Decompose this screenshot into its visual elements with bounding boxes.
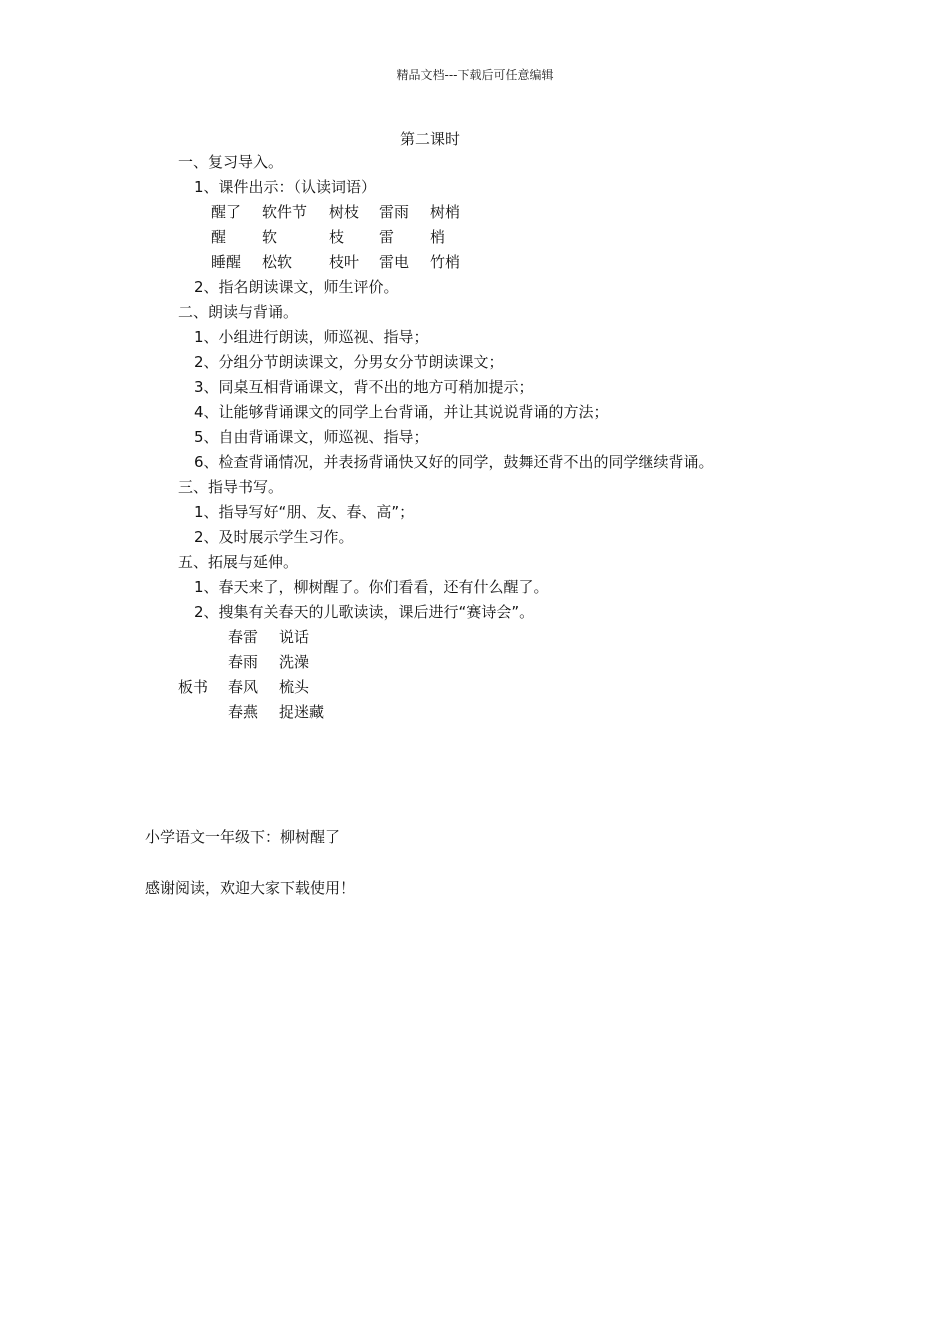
list-item: 2、及时展示学生习作。 [194,528,354,546]
board-word: 春雨 [228,653,259,671]
word-cell: 睡醒 [211,253,242,271]
list-item: 2、搜集有关春天的儿歌读读，课后进行“赛诗会”。 [194,603,535,621]
list-item: 2、分组分节朗读课文，分男女分节朗读课文； [194,353,504,371]
board-word: 春雷 [228,628,259,646]
section-heading-review: 一、复习导入。 [178,153,284,171]
board-word: 春燕 [228,703,259,721]
board-word: 说话 [279,628,310,646]
list-item: 3、同桌互相背诵课文，背不出的地方可稍加提示； [194,378,534,396]
list-item: 2、指名朗读课文，师生评价。 [194,278,399,296]
list-item: 1、春天来了，柳树醒了。你们看看，还有什么醒了。 [194,578,549,596]
word-cell: 枝 [329,228,345,246]
word-cell: 软 [262,228,278,246]
word-cell: 醒 [211,228,227,246]
word-cell: 雷电 [379,253,410,271]
list-item: 1、课件出示：（认读词语） [194,178,377,196]
list-item: 1、小组进行朗读，师巡视、指导； [194,328,429,346]
section-heading-writing: 三、指导书写。 [178,478,284,496]
list-item: 1、指导写好“朋、友、春、高”； [194,503,415,521]
list-item: 6、检查背诵情况，并表扬背诵快又好的同学，鼓舞还背不出的同学继续背诵。 [194,453,714,471]
word-cell: 雷雨 [379,203,410,221]
word-cell: 醒了 [211,203,242,221]
document-subject: 小学语文一年级下：柳树醒了 [145,828,341,846]
word-cell: 雷 [379,228,395,246]
board-word: 梳头 [279,678,310,696]
board-word: 春风 [228,678,259,696]
board-label: 板书 [178,678,209,696]
word-cell: 枝叶 [329,253,360,271]
section-heading-extension: 五、拓展与延伸。 [178,553,299,571]
word-cell: 树梢 [430,203,461,221]
section-heading-recite: 二、朗读与背诵。 [178,303,299,321]
page-header: 精品文档---下载后可任意编辑 [396,68,554,82]
board-word: 捉迷藏 [279,703,325,721]
list-item: 4、让能够背诵课文的同学上台背诵，并让其说说背诵的方法； [194,403,609,421]
lesson-title: 第二课时 [399,130,460,148]
word-cell: 树枝 [329,203,360,221]
list-item: 5、自由背诵课文，师巡视、指导； [194,428,429,446]
word-cell: 梢 [430,228,446,246]
word-cell: 软件节 [262,203,308,221]
board-word: 洗澡 [279,653,310,671]
word-cell: 竹梢 [430,253,461,271]
thanks-note: 感谢阅读，欢迎大家下载使用！ [145,879,356,897]
word-cell: 松软 [262,253,293,271]
